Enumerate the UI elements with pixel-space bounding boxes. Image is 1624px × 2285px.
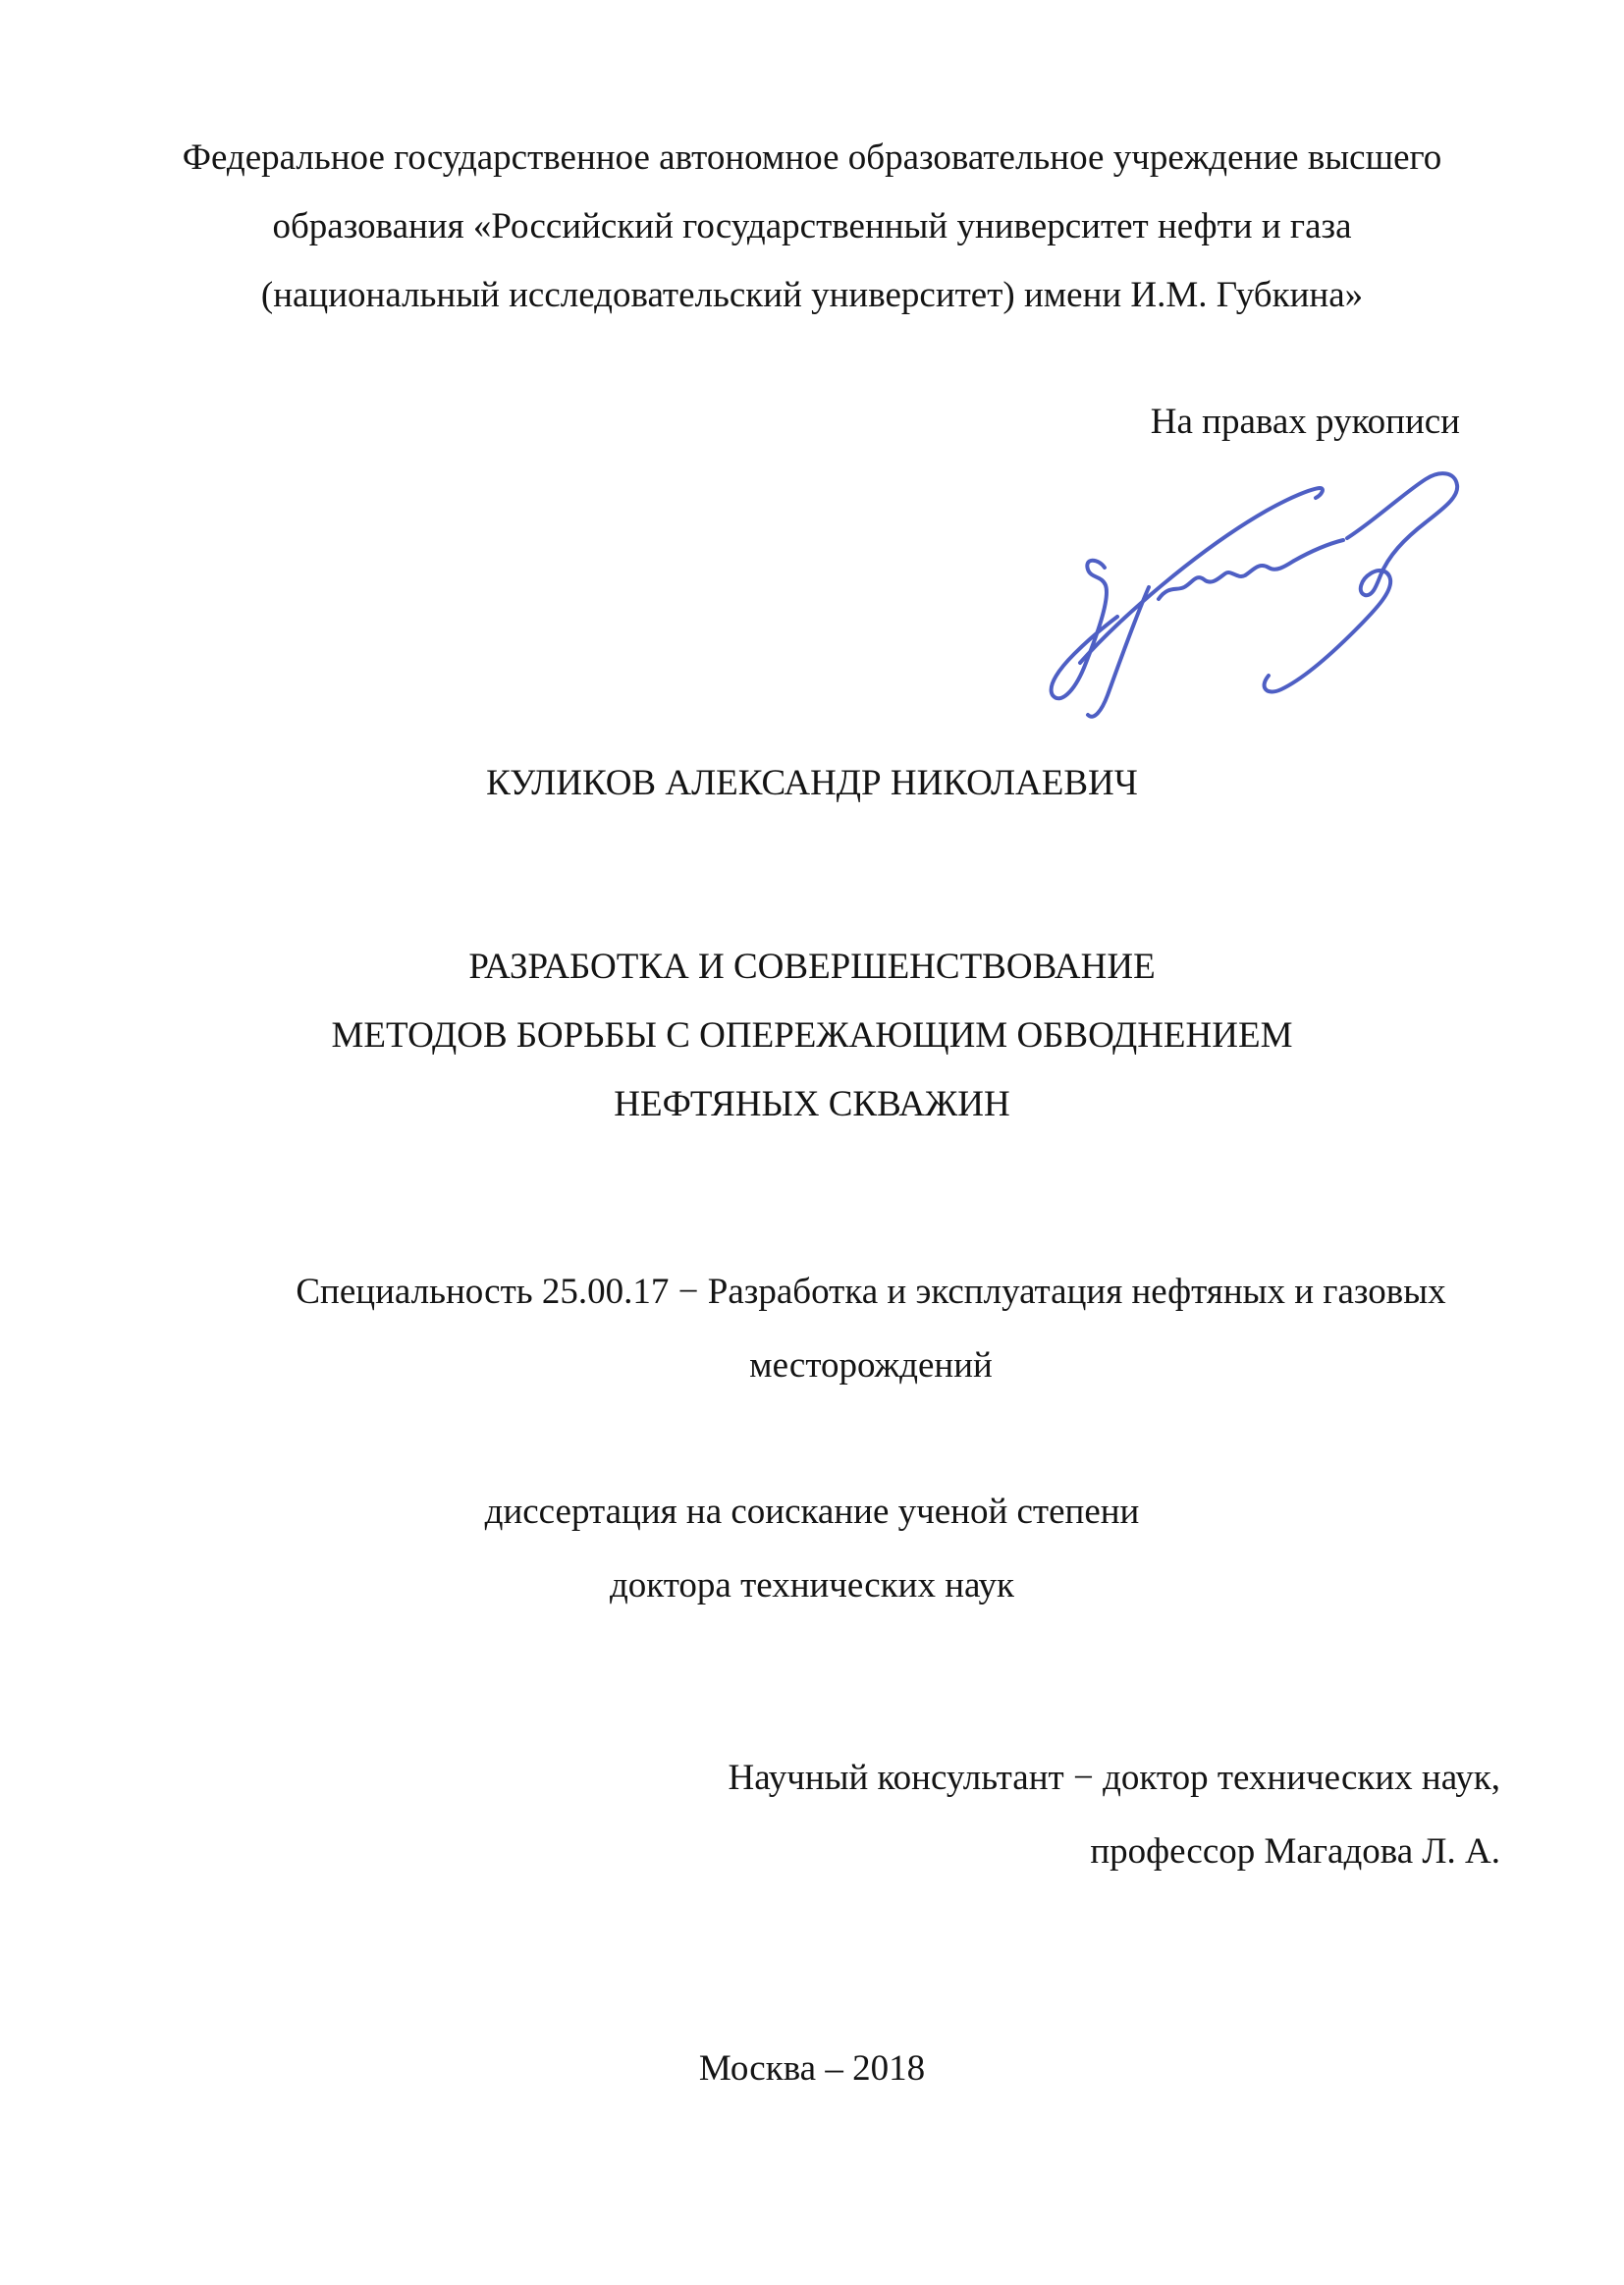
institution-line-1: Федеральное государственное автономное образовательное учреждение высшего: [182, 137, 1442, 178]
consultant-line-2: профессор Магадова Л. А.: [1090, 1831, 1500, 1872]
institution-line-2: образования «Российский государственный университет нефти и газа: [272, 206, 1352, 246]
institution-line-3: (национальный исследовательский университет) имени И.М. Губкина»: [260, 275, 1364, 315]
degree-statement-line-1: диссертация на соискание ученой степени: [484, 1492, 1140, 1532]
specialty-line-2: месторождений: [749, 1345, 993, 1386]
title-line-2: МЕТОДОВ БОРЬБЫ С ОПЕРЕЖАЮЩИМ ОБВОДНЕНИЕМ: [331, 1015, 1293, 1056]
dissertation-title: [0, 933, 1624, 1139]
degree-statement-line-2: доктора технических наук: [609, 1565, 1015, 1605]
institution-header: [0, 124, 1624, 330]
city-and-year: Москва – 2018: [698, 2048, 926, 2089]
signature-ink-icon: [982, 442, 1473, 727]
consultant-line-1: Научный консультант − доктор технических наук,: [728, 1758, 1500, 1798]
scientific-consultant: [0, 1741, 1500, 1888]
handwritten-signature: [982, 442, 1473, 727]
title-line-3: НЕФТЯНЫХ СКВАЖИН: [614, 1084, 1010, 1124]
specialty-line-1: Специальность 25.00.17 − Разработка и эксплуатация нефтяных и газовых: [296, 1272, 1446, 1312]
author-name: КУЛИКОВ АЛЕКСАНДР НИКОЛАЕВИЧ: [486, 763, 1138, 803]
manuscript-rights-note: На правах рукописи: [1150, 402, 1460, 442]
specialty-statement: [118, 1255, 1624, 1402]
title-line-1: РАЗРАБОТКА И СОВЕРШЕНСТВОВАНИЕ: [468, 947, 1156, 987]
